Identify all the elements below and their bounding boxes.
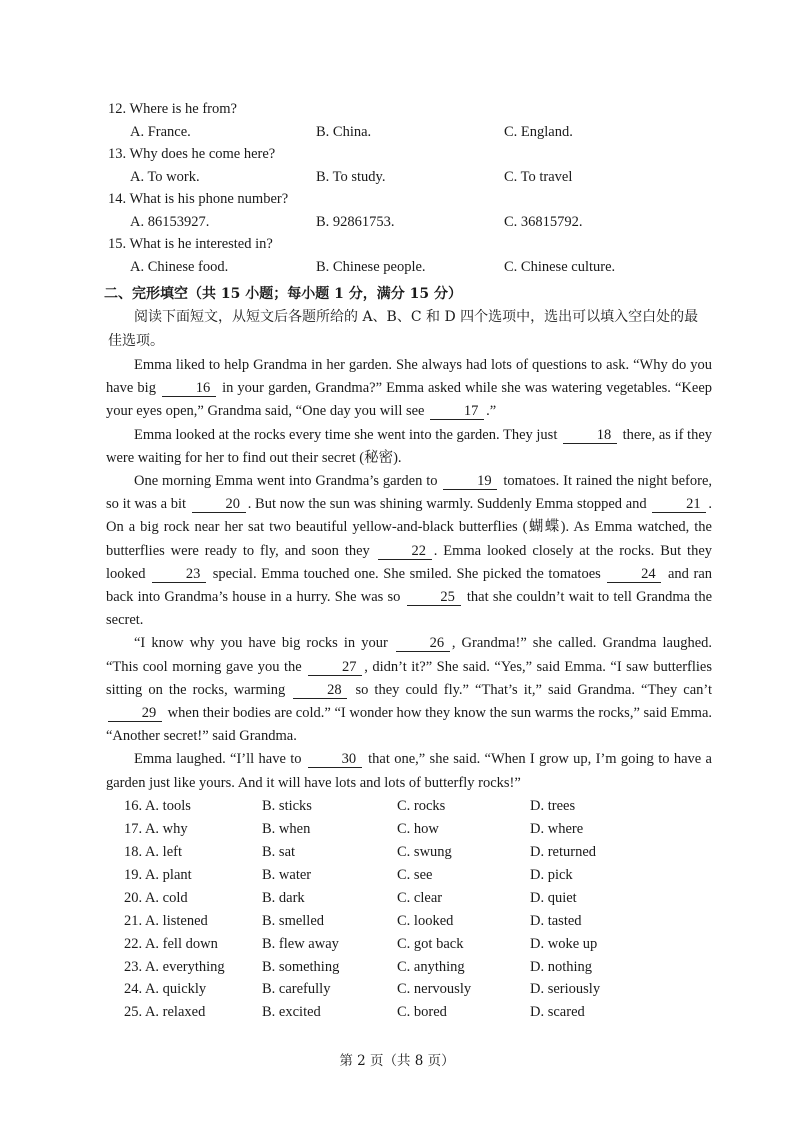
blank-29: 29 — [108, 705, 162, 722]
option-14-a: A. 86153927. — [130, 214, 210, 230]
question-15: 15. What is he interested in? — [108, 236, 273, 252]
section-title: 二、完形填空（共 15 小题；每小题 1 分，满分 15 分） — [104, 286, 462, 302]
section-instruction: 阅读下面短文，从短文后各题所给的 A、B、C 和 D 四个选项中，选出可以填入空白处的最佳选项。 — [108, 309, 699, 349]
option-13-a: A. To work. — [130, 169, 200, 185]
blank-21: 21 — [652, 496, 706, 513]
cloze-passage — [106, 354, 712, 795]
blank-23: 23 — [152, 566, 206, 583]
blank-24: 24 — [607, 566, 661, 583]
passage-paragraph: “I know why you have big rocks in your 26 , Grandma!” she called. Grandma laughed. “This cool morning gave you the 27 , didn’t it?” She said. “Yes,” said Emma. “I saw butterflies sitting on the rocks, warming 28 so they could fly.” “That’s it,” said Grandma. “They can’t 29 when their bodies are cold.” “I wonder how they know the sun warms the rocks,” said Emma. “Another secret!” said Grandma. — [106, 635, 713, 745]
passage-paragraph: Emma laughed. “I’ll have to 30 that one,” she said. “When I grow up, I’m going to have a garden just like yours. And it will have lots and lots of butterfly rocks!” — [106, 751, 712, 791]
option-15-c: C. Chinese culture. — [504, 259, 616, 275]
option-14-b: B. 92861753. — [316, 214, 395, 230]
question-14: 14. What is his phone number? — [108, 191, 289, 207]
blank-30: 30 — [308, 751, 362, 768]
blank-18: 18 — [563, 427, 617, 444]
exam-page: 12. Where is he from? A. France. B. China. C. England. 13. Why does he come here? A. To work. B. To study. C. To travel 14. What is his phone number? A. 86153927. B. 92861753. C. 36815792. 15. What is he interested in? A. Chinese food. B. Chinese people. C. Chinese culture. 二、完形填空（共 15 小题；每小题 1 分，满分 15 分） 阅读下面短文，从短文后各题所给的 A、B、C 和 D 四个选项中，选出可以填入空白处的最佳选项。 Emma liked to help Grandma in her garden. She always had lots of questions to ask. “Why do you have big 16 in your garden, Grandma?” Emma asked while she was watering vegetables. “Keep your eyes open,” Grandma said, “One day you will see 17 .” Emma looked at the rocks every time she went into the garden. They just 18 there, as if they were waiting for her to find out their secret (秘密). One morning Emma went into Grandma’s garden to 19 tomatoes. It rained the night before, so it was a bit 20 . But now the sun was shining warmly. Suddenly Emma stopped and 21 . On a big rock near her sat two beautiful yellow-and-black butterflies (蝴蝶). As Emma watched, the butterflies were ready to fly, and soon they 22 . Emma looked closely at the rocks. But they looked 23 special. Emma touched one. She smiled. She picked the tomatoes 24 and ran back into Grandma’s house in a hurry. She was so 25 that she couldn’t wait to tell Grandma the secret. “I know why you have big rocks in your 26 , Grandma!” she called. Grandma laughed. “This cool morning gave you the 27 , didn’t it?” She said. “Yes,” said Emma. “I saw butterflies sitting on the rocks, warming 28 so they could fly.” “That’s it,” said Grandma. “They can’t 29 when their bodies are cold.” “I wonder how they know the sun warms the rocks,” said Emma. “Another secret!” said Grandma. Emma laughed. “I’ll have to 30 that one,” she said. “When I grow up, I’m going to have a garden just like yours. And it will have lots and lots of butterfly rocks!” 16. A. tools B. sticks C. rocks D. trees 17. A. why B. when C. how D. where 18. A. left B. sat C. swung D. returned 19. A. plant B. water C. see D. pick 20. A. cold B. dark C. clear D. quiet 21. A. listened B. smelled C. looked D. tasted 22. A. fell down B. flew away C. got back D. woke up 23. A. everything B. something C. anything D. nothing 24. A. quickly B. carefully C. nervously D. seriously 25. A. relaxed B. excited C. bored D. scared 第 2 页（共 8 页） — [0, 0, 794, 1123]
option-13-b: B. To study. — [316, 169, 386, 185]
blank-25: 25 — [407, 589, 461, 606]
option-15-a: A. Chinese food. — [130, 259, 229, 275]
option-12-b: B. China. — [316, 124, 372, 140]
option-13-c: C. To travel — [504, 169, 573, 185]
blank-19: 19 — [443, 473, 497, 490]
blank-28: 28 — [293, 682, 347, 699]
blank-26: 26 — [396, 635, 450, 652]
passage-paragraph: Emma liked to help Grandma in her garden. She always had lots of questions to ask. “Why do you have big 16 in your garden, Grandma?” Emma asked while she was watering vegetables. “Keep your eyes open,” Grandma said, “One day you will see 17 .” — [106, 357, 713, 420]
question-13: 13. Why does he come here? — [108, 146, 276, 162]
blank-20: 20 — [192, 496, 246, 513]
blank-17: 17 — [430, 403, 484, 420]
page-footer: 第 2 页（共 8 页） — [339, 1053, 455, 1069]
option-12-a: A. France. — [130, 124, 191, 140]
option-15-b: B. Chinese people. — [316, 259, 426, 275]
blank-16: 16 — [162, 380, 216, 397]
passage-paragraph: One morning Emma went into Grandma’s garden to 19 tomatoes. It rained the night before, so it was a bit 20 . But now the sun was shining warmly. Suddenly Emma stopped and 21 . On a big rock near her sat two beautiful yellow-and-black butterflies (蝴蝶). As Emma watched, the butterflies were ready to fly, and soon they 22 . Emma looked closely at the rocks. But they looked 23 special. Emma touched one. She smiled. She picked the tomatoes 24 and ran back into Grandma’s house in a hurry. She was so 25 that she couldn’t wait to tell Grandma the secret. — [106, 473, 713, 629]
option-14-c: C. 36815792. — [504, 214, 583, 230]
question-12: 12. Where is he from? — [108, 101, 237, 117]
option-12-c: C. England. — [504, 124, 573, 140]
blank-22: 22 — [378, 543, 432, 560]
passage-paragraph: Emma looked at the rocks every time she went into the garden. They just 18 there, as if they were waiting for her to find out their secret (秘密). — [106, 426, 713, 466]
blank-27: 27 — [308, 659, 362, 676]
